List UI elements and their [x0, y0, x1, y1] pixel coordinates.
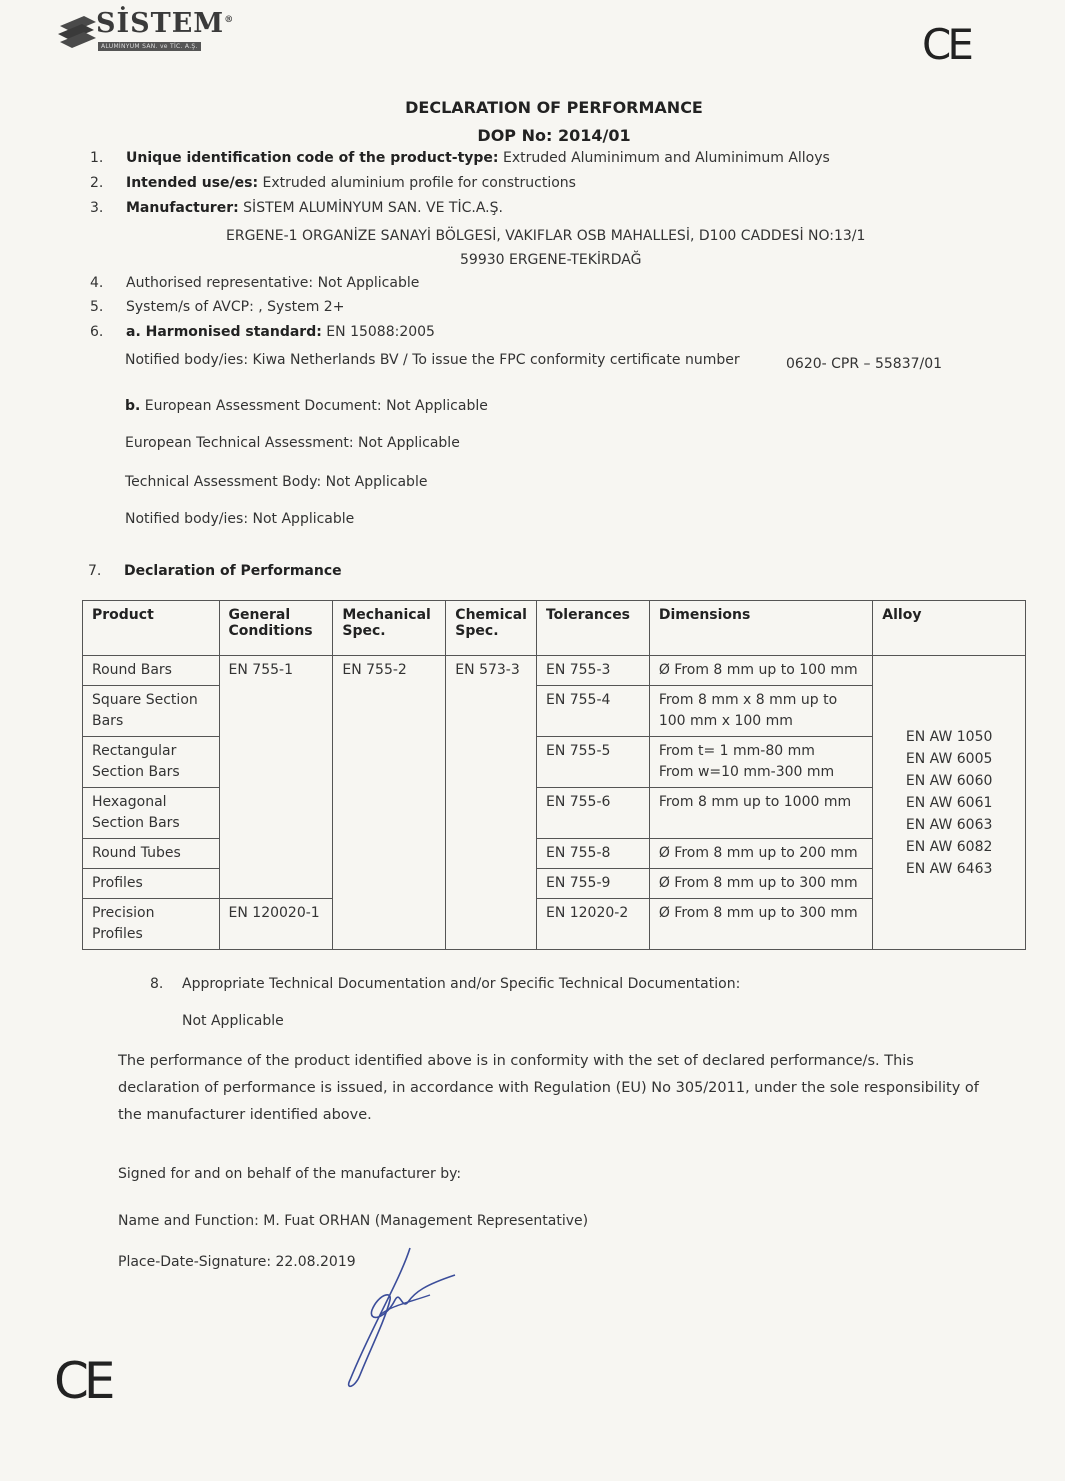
item-3: 3. Manufacturer: SİSTEM ALUMİNYUM SAN. VE TİC.A.Ş.	[90, 200, 503, 216]
name-function: Name and Function: M. Fuat ORHAN (Management Representative)	[118, 1213, 589, 1229]
cell-tolerance: EN 755-9	[536, 869, 649, 899]
item-6-notified-body: Notified body/ies: Kiwa Netherlands BV / To issue the FPC conformity certificate number	[125, 352, 740, 368]
alloy-item: EN AW 6060	[905, 772, 993, 789]
header-mechanical-spec: Mechanical Spec.	[333, 601, 446, 656]
cell-product: Profiles	[83, 869, 220, 899]
header-dimensions: Dimensions	[649, 601, 872, 656]
company-logo-icon	[56, 12, 98, 52]
header-general-conditions: General Conditions	[219, 601, 333, 656]
item-6a: 6. a. Harmonised standard: EN 15088:2005	[90, 324, 435, 340]
signed-by-label: Signed for and on behalf of the manufacturer by:	[118, 1166, 462, 1182]
item-4: 4. Authorised representative: Not Applicable	[90, 275, 420, 291]
ce-mark-top: CE	[922, 20, 970, 69]
item-6b-ead: b. European Assessment Document: Not Applicable	[125, 398, 488, 414]
cell-product: Rectangular Section Bars	[83, 737, 220, 788]
item-8-value: Not Applicable	[182, 1013, 284, 1029]
fpc-certificate-number: 0620- CPR – 55837/01	[786, 356, 943, 372]
cell-dimension	[649, 737, 872, 788]
cell-tolerance: EN 755-3	[536, 656, 649, 686]
cell-dimension: From 8 mm up to 1000 mm	[649, 788, 872, 839]
cell-dimension: Ø From 8 mm up to 200 mm	[649, 839, 872, 869]
company-logo-name: SİSTEM®	[96, 8, 235, 39]
item-6b-eta: European Technical Assessment: Not Applicable	[125, 435, 460, 451]
header-chemical-spec: Chemical Spec.	[446, 601, 537, 656]
item-8: 8. Appropriate Technical Documentation and/or Specific Technical Documentation:	[150, 976, 741, 992]
table-header-row	[83, 601, 1026, 656]
cell-general-conditions: EN 755-1	[219, 656, 333, 899]
item-2: 2. Intended use/es: Extruded aluminium profile for constructions	[90, 175, 576, 191]
cell-dimension: Ø From 8 mm up to 100 mm	[649, 656, 872, 686]
header-tolerances: Tolerances	[536, 601, 649, 656]
alloy-item: EN AW 1050	[905, 728, 993, 745]
item-7: 7. Declaration of Performance	[88, 563, 342, 579]
cell-product: Round Tubes	[83, 839, 220, 869]
alloy-item: EN AW 6082	[905, 838, 993, 855]
handwritten-signature-icon	[330, 1240, 460, 1400]
item-1: 1. Unique identification code of the product-type: Extruded Aluminimum and Aluminimum Alloys	[90, 150, 830, 166]
item-6b-notified-body: Notified body/ies: Not Applicable	[125, 511, 355, 527]
manufacturer-address-line-2: 59930 ERGENE-TEKİRDAĞ	[460, 252, 642, 268]
cell-alloy	[873, 656, 1026, 950]
place-date-signature: Place-Date-Signature: 22.08.2019	[118, 1254, 356, 1270]
performance-table	[82, 600, 1026, 950]
alloy-item: EN AW 6061	[905, 794, 993, 811]
cell-product: Round Bars	[83, 656, 220, 686]
cell-chemical-spec: EN 573-3	[446, 656, 537, 950]
cell-mechanical-spec: EN 755-2	[333, 656, 446, 950]
dop-number: DOP No: 2014/01	[477, 126, 631, 145]
cell-product: Hexagonal Section Bars	[83, 788, 220, 839]
company-logo-subtitle: ALUMİNYUM SAN. ve TİC. A.Ş.	[98, 42, 201, 51]
item-6b-tab: Technical Assessment Body: Not Applicable	[125, 474, 428, 490]
alloy-item: EN AW 6005	[905, 750, 993, 767]
cell-tolerance: EN 755-5	[536, 737, 649, 788]
table-row	[83, 656, 1026, 686]
alloy-item: EN AW 6463	[905, 860, 993, 877]
dimension-line: From w=10 mm-300 mm	[658, 764, 835, 780]
header-product: Product	[83, 601, 220, 656]
manufacturer-address-line-1: ERGENE-1 ORGANİZE SANAYİ BÖLGESİ, VAKIFLAR OSB MAHALLESİ, D100 CADDESİ NO:13/1	[226, 228, 866, 244]
conformity-statement: The performance of the product identified above is in conformity with the set of declared performance/s. This declaration of performance is issued, in accordance with Regulation (EU) No 305/2011, under the sole responsibility of the manufacturer identified above.	[118, 1053, 979, 1123]
ce-mark-bottom: CE	[54, 1352, 111, 1410]
cell-product: Square Section Bars	[83, 686, 220, 737]
cell-product: Precision Profiles	[83, 899, 220, 950]
header-alloy: Alloy	[873, 601, 1026, 656]
cell-tolerance: EN 12020-2	[536, 899, 649, 950]
alloy-item: EN AW 6063	[905, 816, 993, 833]
cell-dimension: Ø From 8 mm up to 300 mm	[649, 899, 872, 950]
document-title: DECLARATION OF PERFORMANCE	[405, 98, 703, 117]
cell-tolerance: EN 755-4	[536, 686, 649, 737]
item-5: 5. System/s of AVCP: , System 2+	[90, 299, 345, 315]
cell-tolerance: EN 755-6	[536, 788, 649, 839]
dimension-line: From t= 1 mm-80 mm	[658, 743, 815, 759]
cell-tolerance: EN 755-8	[536, 839, 649, 869]
cell-dimension: From 8 mm x 8 mm up to 100 mm x 100 mm	[649, 686, 872, 737]
cell-dimension: Ø From 8 mm up to 300 mm	[649, 869, 872, 899]
cell-general-conditions: EN 120020-1	[219, 899, 333, 950]
